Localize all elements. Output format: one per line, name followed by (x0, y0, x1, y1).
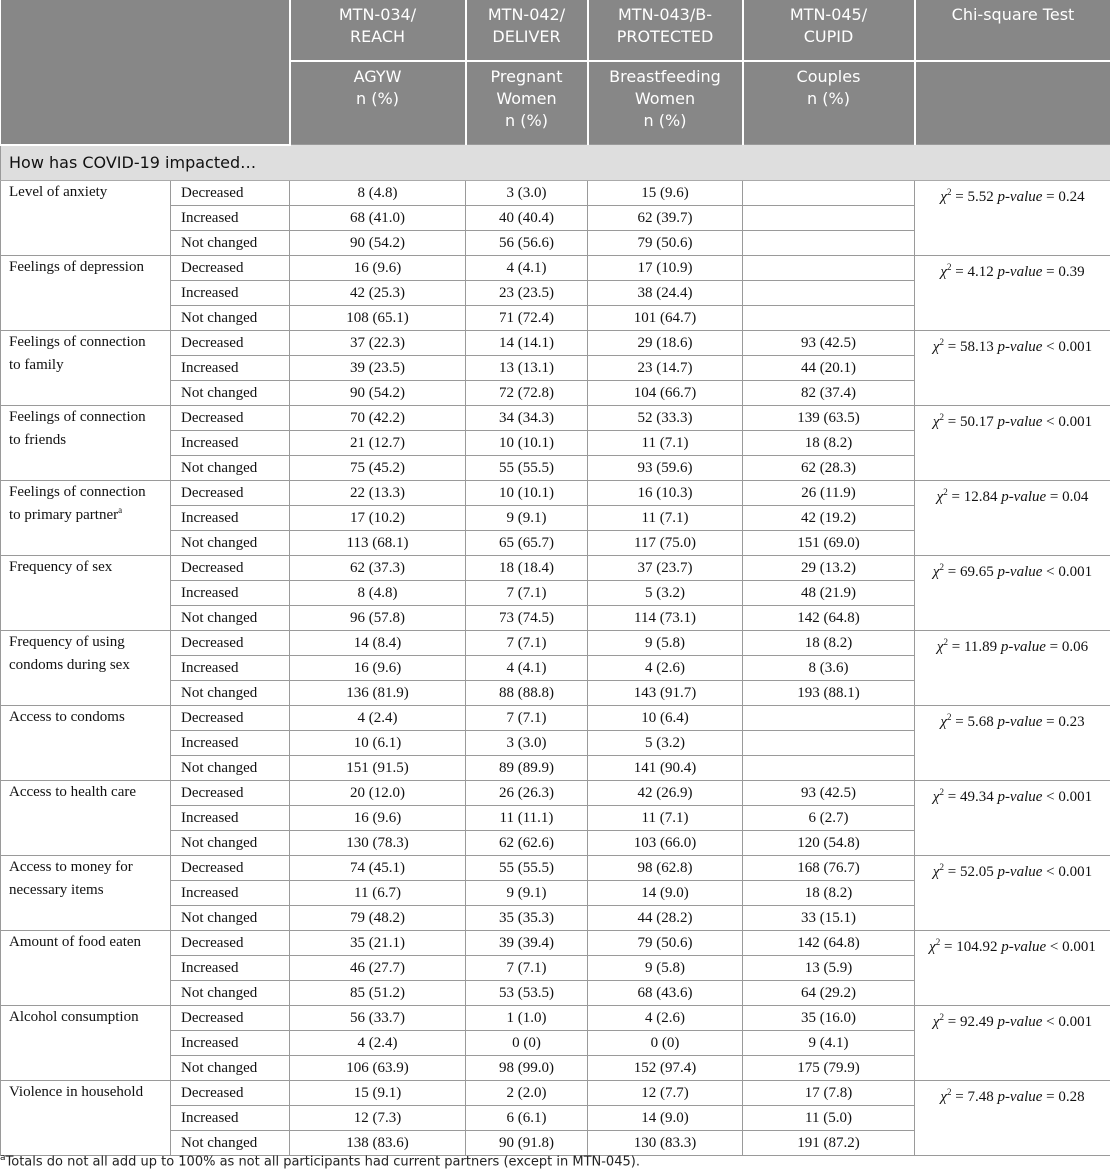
table-row (1, 555, 1110, 580)
count-cell: 2 (2.0) (466, 1080, 588, 1105)
change-level: Decreased (171, 630, 290, 655)
count-cell: 8 (3.6) (743, 655, 915, 680)
count-cell: 104 (66.7) (588, 380, 743, 405)
population-header: Couples n (%) (743, 61, 915, 145)
count-cell (743, 755, 915, 780)
table-row (1, 480, 1110, 505)
count-cell: 34 (34.3) (466, 405, 588, 430)
count-cell: 120 (54.8) (743, 830, 915, 855)
question-label: Access to money for necessary items (1, 855, 171, 930)
change-level: Not changed (171, 905, 290, 930)
count-cell: 10 (10.1) (466, 480, 588, 505)
change-level: Decreased (171, 705, 290, 730)
count-cell: 18 (18.4) (466, 555, 588, 580)
chi-square-result: $\chi^2 = 4.12$ p-value = 0.39 (915, 255, 1110, 330)
count-cell: 7 (7.1) (466, 705, 588, 730)
section-label: How has COVID-19 impacted… (1, 145, 1110, 181)
count-cell: 4 (2.6) (588, 655, 743, 680)
count-cell: 18 (8.2) (743, 880, 915, 905)
count-cell: 14 (9.0) (588, 1105, 743, 1130)
count-cell (743, 180, 915, 205)
count-cell: 62 (37.3) (290, 555, 466, 580)
change-level: Decreased (171, 180, 290, 205)
count-cell: 82 (37.4) (743, 380, 915, 405)
count-cell: 26 (26.3) (466, 780, 588, 805)
change-level: Not changed (171, 605, 290, 630)
count-cell: 191 (87.2) (743, 1130, 915, 1155)
count-cell: 79 (50.6) (588, 230, 743, 255)
count-cell: 55 (55.5) (466, 855, 588, 880)
count-cell: 16 (9.6) (290, 255, 466, 280)
count-cell: 168 (76.7) (743, 855, 915, 880)
count-cell: 65 (65.7) (466, 530, 588, 555)
count-cell: 90 (54.2) (290, 380, 466, 405)
count-cell: 29 (18.6) (588, 330, 743, 355)
count-cell: 193 (88.1) (743, 680, 915, 705)
count-cell: 79 (50.6) (588, 930, 743, 955)
count-cell: 42 (26.9) (588, 780, 743, 805)
count-cell: 16 (9.6) (290, 805, 466, 830)
count-cell: 15 (9.6) (588, 180, 743, 205)
count-cell: 55 (55.5) (466, 455, 588, 480)
count-cell: 11 (5.0) (743, 1105, 915, 1130)
change-level: Not changed (171, 680, 290, 705)
count-cell: 8 (4.8) (290, 180, 466, 205)
chi-square-result: $\chi^2 = 69.65$ p-value < 0.001 (915, 555, 1110, 630)
count-cell: 7 (7.1) (466, 955, 588, 980)
change-level: Increased (171, 655, 290, 680)
count-cell: 62 (39.7) (588, 205, 743, 230)
count-cell: 10 (6.1) (290, 730, 466, 755)
change-level: Decreased (171, 405, 290, 430)
count-cell: 151 (91.5) (290, 755, 466, 780)
count-cell: 37 (22.3) (290, 330, 466, 355)
count-cell: 6 (6.1) (466, 1105, 588, 1130)
count-cell: 72 (72.8) (466, 380, 588, 405)
table-row (1, 630, 1110, 655)
footnote-mark: a (0, 1153, 6, 1163)
count-cell: 136 (81.9) (290, 680, 466, 705)
count-cell: 15 (9.1) (290, 1080, 466, 1105)
count-cell: 73 (74.5) (466, 605, 588, 630)
chi-square-result: $\chi^2 = 92.49$ p-value < 0.001 (915, 1005, 1110, 1080)
count-cell: 93 (42.5) (743, 780, 915, 805)
count-cell: 46 (27.7) (290, 955, 466, 980)
count-cell: 139 (63.5) (743, 405, 915, 430)
count-cell: 39 (39.4) (466, 930, 588, 955)
count-cell: 20 (12.0) (290, 780, 466, 805)
change-level: Increased (171, 505, 290, 530)
change-level: Increased (171, 955, 290, 980)
change-level: Decreased (171, 1005, 290, 1030)
table-row (1, 255, 1110, 280)
chi-square-result: $\chi^2 = 52.05$ p-value < 0.001 (915, 855, 1110, 930)
count-cell: 3 (3.0) (466, 730, 588, 755)
question-label: Access to health care (1, 780, 171, 855)
table-row (1, 1005, 1110, 1030)
question-label: Level of anxiety (1, 180, 171, 255)
count-cell: 64 (29.2) (743, 980, 915, 1005)
count-cell: 5 (3.2) (588, 580, 743, 605)
count-cell: 16 (10.3) (588, 480, 743, 505)
count-cell: 108 (65.1) (290, 305, 466, 330)
count-cell: 90 (91.8) (466, 1130, 588, 1155)
count-cell (743, 730, 915, 755)
count-cell: 44 (28.2) (588, 905, 743, 930)
count-cell: 141 (90.4) (588, 755, 743, 780)
question-label: Violence in household (1, 1080, 171, 1155)
count-cell: 151 (69.0) (743, 530, 915, 555)
table-row (1, 855, 1110, 880)
question-label: Feelings of connection to friends (1, 405, 171, 480)
count-cell: 0 (0) (588, 1030, 743, 1055)
question-label: Feelings of connection to primary partner$^a$ (1, 480, 171, 555)
count-cell: 68 (41.0) (290, 205, 466, 230)
count-cell: 42 (25.3) (290, 280, 466, 305)
count-cell: 79 (48.2) (290, 905, 466, 930)
count-cell: 11 (11.1) (466, 805, 588, 830)
count-cell: 70 (42.2) (290, 405, 466, 430)
table-row (1, 330, 1110, 355)
study-header: MTN-042/ DELIVER (466, 0, 588, 61)
count-cell: 9 (5.8) (588, 955, 743, 980)
population-header: AGYW n (%) (290, 61, 466, 145)
change-level: Decreased (171, 855, 290, 880)
table-row (1, 1080, 1110, 1105)
count-cell: 89 (89.9) (466, 755, 588, 780)
count-cell: 11 (7.1) (588, 805, 743, 830)
change-level: Decreased (171, 255, 290, 280)
count-cell: 113 (68.1) (290, 530, 466, 555)
count-cell: 9 (9.1) (466, 880, 588, 905)
chi-square-result: $\chi^2 = 12.84$ p-value = 0.04 (915, 480, 1110, 555)
count-cell: 142 (64.8) (743, 930, 915, 955)
count-cell: 62 (62.6) (466, 830, 588, 855)
count-cell: 143 (91.7) (588, 680, 743, 705)
table-row (1, 780, 1110, 805)
count-cell: 62 (28.3) (743, 455, 915, 480)
count-cell: 98 (62.8) (588, 855, 743, 880)
table-body (1, 145, 1110, 1156)
change-level: Not changed (171, 1130, 290, 1155)
count-cell: 9 (5.8) (588, 630, 743, 655)
count-cell: 39 (23.5) (290, 355, 466, 380)
count-cell: 12 (7.3) (290, 1105, 466, 1130)
count-cell: 13 (5.9) (743, 955, 915, 980)
change-level: Increased (171, 355, 290, 380)
count-cell (743, 230, 915, 255)
change-level: Not changed (171, 530, 290, 555)
count-cell: 152 (97.4) (588, 1055, 743, 1080)
count-cell: 11 (7.1) (588, 430, 743, 455)
change-level: Not changed (171, 755, 290, 780)
question-label: Frequency of using condoms during sex (1, 630, 171, 705)
count-cell: 11 (7.1) (588, 505, 743, 530)
count-cell: 101 (64.7) (588, 305, 743, 330)
study-header: MTN-034/ REACH (290, 0, 466, 61)
count-cell: 88 (88.8) (466, 680, 588, 705)
chi-square-result: $\chi^2 = 50.17$ p-value < 0.001 (915, 405, 1110, 480)
count-cell: 42 (19.2) (743, 505, 915, 530)
count-cell: 38 (24.4) (588, 280, 743, 305)
chi-square-result: $\chi^2 = 5.68$ p-value = 0.23 (915, 705, 1110, 780)
change-level: Increased (171, 1030, 290, 1055)
count-cell: 4 (2.4) (290, 1030, 466, 1055)
count-cell: 7 (7.1) (466, 580, 588, 605)
count-cell: 4 (2.6) (588, 1005, 743, 1030)
count-cell: 4 (4.1) (466, 655, 588, 680)
count-cell: 8 (4.8) (290, 580, 466, 605)
chi-square-result: $\chi^2 = 104.92$ p-value < 0.001 (915, 930, 1110, 1005)
population-header: Breastfeeding Women n (%) (588, 61, 743, 145)
count-cell: 103 (66.0) (588, 830, 743, 855)
count-cell (743, 280, 915, 305)
change-level: Decreased (171, 1080, 290, 1105)
change-level: Increased (171, 205, 290, 230)
count-cell: 44 (20.1) (743, 355, 915, 380)
count-cell: 93 (42.5) (743, 330, 915, 355)
count-cell: 71 (72.4) (466, 305, 588, 330)
count-cell: 23 (14.7) (588, 355, 743, 380)
count-cell: 22 (13.3) (290, 480, 466, 505)
count-cell: 11 (6.7) (290, 880, 466, 905)
count-cell: 37 (23.7) (588, 555, 743, 580)
count-cell: 75 (45.2) (290, 455, 466, 480)
count-cell: 1 (1.0) (466, 1005, 588, 1030)
study-header: MTN-045/ CUPID (743, 0, 915, 61)
count-cell: 93 (59.6) (588, 455, 743, 480)
chi-square-result: $\chi^2 = 11.89$ p-value = 0.06 (915, 630, 1110, 705)
count-cell: 175 (79.9) (743, 1055, 915, 1080)
count-cell: 7 (7.1) (466, 630, 588, 655)
change-level: Not changed (171, 455, 290, 480)
count-cell: 35 (35.3) (466, 905, 588, 930)
table-header (1, 0, 1110, 145)
change-level: Increased (171, 1105, 290, 1130)
count-cell: 35 (21.1) (290, 930, 466, 955)
count-cell: 114 (73.1) (588, 605, 743, 630)
study-header: MTN-043/B- PROTECTED (588, 0, 743, 61)
count-cell: 16 (9.6) (290, 655, 466, 680)
count-cell: 14 (14.1) (466, 330, 588, 355)
question-label: Access to condoms (1, 705, 171, 780)
table-row (1, 180, 1110, 205)
change-level: Not changed (171, 380, 290, 405)
count-cell: 10 (6.4) (588, 705, 743, 730)
count-cell: 130 (83.3) (588, 1130, 743, 1155)
count-cell (743, 205, 915, 230)
blank-corner-header (1, 0, 290, 145)
chi-square-result: $\chi^2 = 58.13$ p-value < 0.001 (915, 330, 1110, 405)
question-label: Feelings of depression (1, 255, 171, 330)
count-cell: 48 (21.9) (743, 580, 915, 605)
change-level: Not changed (171, 830, 290, 855)
count-cell (743, 255, 915, 280)
count-cell: 68 (43.6) (588, 980, 743, 1005)
chi-square-result: $\chi^2 = 7.48$ p-value = 0.28 (915, 1080, 1110, 1155)
test-header: Chi-square Test (915, 0, 1110, 61)
change-level: Not changed (171, 980, 290, 1005)
change-level: Decreased (171, 930, 290, 955)
count-cell: 23 (23.5) (466, 280, 588, 305)
change-level: Not changed (171, 230, 290, 255)
question-label: Feelings of connection to family (1, 330, 171, 405)
count-cell: 96 (57.8) (290, 605, 466, 630)
change-level: Increased (171, 880, 290, 905)
count-cell: 33 (15.1) (743, 905, 915, 930)
count-cell: 53 (53.5) (466, 980, 588, 1005)
count-cell: 10 (10.1) (466, 430, 588, 455)
count-cell: 3 (3.0) (466, 180, 588, 205)
count-cell: 29 (13.2) (743, 555, 915, 580)
count-cell: 26 (11.9) (743, 480, 915, 505)
change-level: Decreased (171, 555, 290, 580)
count-cell: 9 (9.1) (466, 505, 588, 530)
count-cell: 5 (3.2) (588, 730, 743, 755)
chi-square-result: $\chi^2 = 5.52$ p-value = 0.24 (915, 180, 1110, 255)
change-level: Not changed (171, 305, 290, 330)
table-row (1, 405, 1110, 430)
count-cell: 130 (78.3) (290, 830, 466, 855)
count-cell: 18 (8.2) (743, 430, 915, 455)
count-cell: 106 (63.9) (290, 1055, 466, 1080)
question-label: Frequency of sex (1, 555, 171, 630)
count-cell: 0 (0) (466, 1030, 588, 1055)
count-cell: 12 (7.7) (588, 1080, 743, 1105)
count-cell: 18 (8.2) (743, 630, 915, 655)
count-cell: 17 (10.9) (588, 255, 743, 280)
count-cell: 17 (7.8) (743, 1080, 915, 1105)
population-header: Pregnant Women n (%) (466, 61, 588, 145)
count-cell: 56 (56.6) (466, 230, 588, 255)
change-level: Not changed (171, 1055, 290, 1080)
change-level: Increased (171, 280, 290, 305)
footnote-text: Totals do not all add up to 100% as not all participants had current partners (except in MTN-045). (5, 1154, 640, 1170)
change-level: Decreased (171, 480, 290, 505)
count-cell: 40 (40.4) (466, 205, 588, 230)
count-cell: 17 (10.2) (290, 505, 466, 530)
count-cell: 56 (33.7) (290, 1005, 466, 1030)
count-cell: 52 (33.3) (588, 405, 743, 430)
change-level: Increased (171, 430, 290, 455)
change-level: Decreased (171, 330, 290, 355)
change-level: Decreased (171, 780, 290, 805)
count-cell: 21 (12.7) (290, 430, 466, 455)
count-cell (743, 305, 915, 330)
change-level: Increased (171, 580, 290, 605)
count-cell: 74 (45.1) (290, 855, 466, 880)
count-cell: 90 (54.2) (290, 230, 466, 255)
table-footnote (0, 1153, 640, 1169)
count-cell: 138 (83.6) (290, 1130, 466, 1155)
count-cell: 117 (75.0) (588, 530, 743, 555)
count-cell: 14 (9.0) (588, 880, 743, 905)
count-cell: 85 (51.2) (290, 980, 466, 1005)
table-row (1, 705, 1110, 730)
change-level: Increased (171, 805, 290, 830)
count-cell (743, 705, 915, 730)
table-row (1, 930, 1110, 955)
count-cell: 14 (8.4) (290, 630, 466, 655)
test-subheader (915, 61, 1110, 145)
count-cell: 6 (2.7) (743, 805, 915, 830)
question-label: Alcohol consumption (1, 1005, 171, 1080)
count-cell: 35 (16.0) (743, 1005, 915, 1030)
count-cell: 4 (4.1) (466, 255, 588, 280)
count-cell: 4 (2.4) (290, 705, 466, 730)
count-cell: 13 (13.1) (466, 355, 588, 380)
count-cell: 142 (64.8) (743, 605, 915, 630)
question-label: Amount of food eaten (1, 930, 171, 1005)
chi-square-result: $\chi^2 = 49.34$ p-value < 0.001 (915, 780, 1110, 855)
change-level: Increased (171, 730, 290, 755)
count-cell: 98 (99.0) (466, 1055, 588, 1080)
count-cell: 9 (4.1) (743, 1030, 915, 1055)
